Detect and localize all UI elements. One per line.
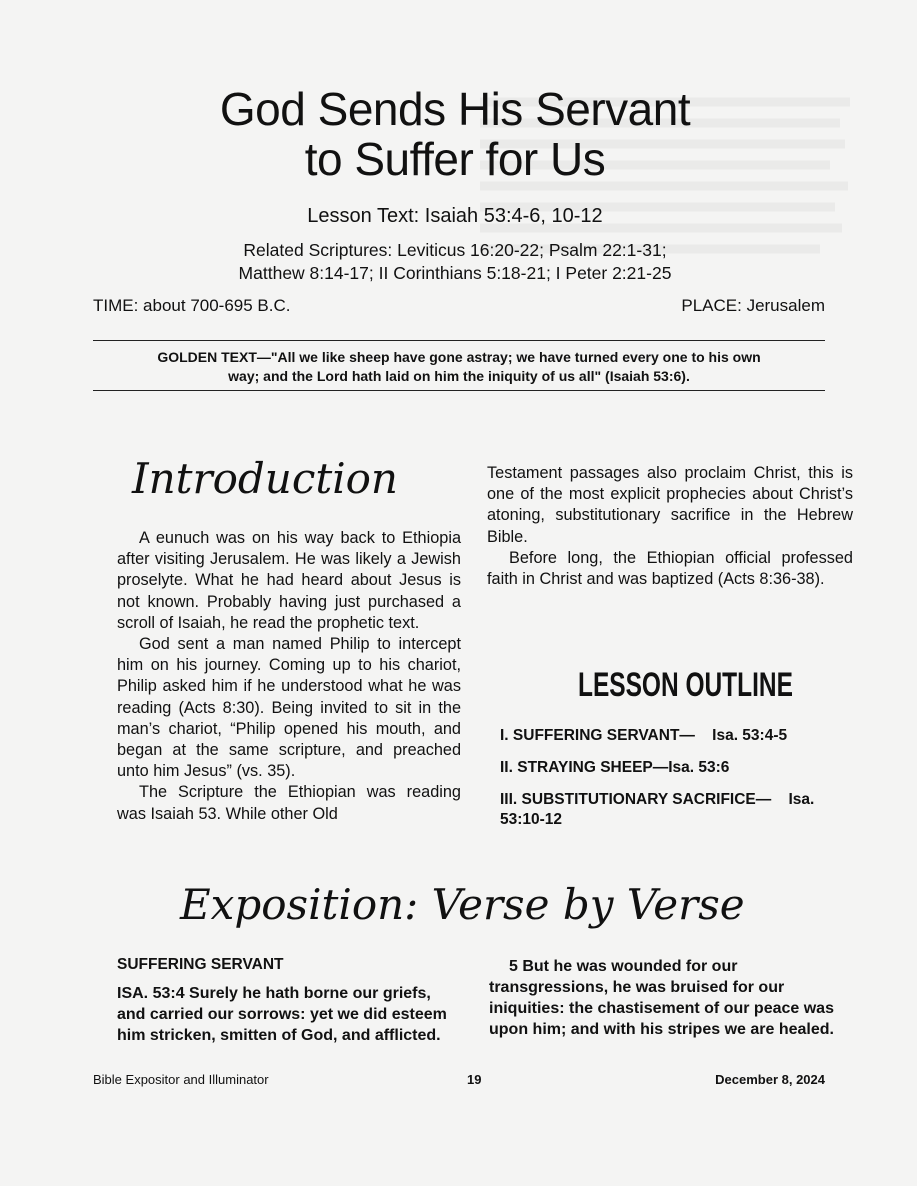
intro-continuation-1: Testament passages also proclaim Christ, this is one of the most explicit prophecies about Christ’s atoning, substitutionary sacrifice in the Hebrew Bible. (487, 464, 853, 546)
introduction-column-left (117, 528, 461, 825)
lesson-time: TIME: about 700-695 B.C. (93, 296, 291, 315)
verse-isa-53-4: ISA. 53:4 Surely he hath borne our griefs, and carried our sorrows: yet we did esteem him stricken, smitten of God, and afflicted. (117, 985, 447, 1044)
lesson-title (90, 84, 820, 184)
golden-text-line-2: way; and the Lord hath laid on him the iniquity of us all" (Isaiah 53:6). (228, 368, 690, 384)
section-heading-suffering-servant: SUFFERING SERVANT (117, 956, 284, 973)
title-line-1: God Sends His Servant (219, 83, 691, 135)
outline-item-3: III. SUBSTITUTIONARY SACRIFICE— Isa. 53:10-12 (500, 791, 815, 828)
golden-text-line-1: GOLDEN TEXT—"All we like sheep have gone astray; we have turned every one to his own (157, 349, 761, 365)
intro-paragraph-2: God sent a man named Philip to intercept him on his journey. Coming up to his chariot, Philip asked him if he understood what he was reading (Acts 8:30). Being invited to sit in the man’s chariot, “Philip opened his mouth, and began at the same scripture, and preached unto him Jesus” (vs. 35). (117, 635, 461, 781)
lesson-place: PLACE: Jerusalem (681, 296, 825, 315)
related-line-2: Matthew 8:14-17; II Corinthians 5:18-21; I Peter 2:21-25 (238, 263, 672, 283)
footer-page-number: 19 (467, 1072, 482, 1087)
related-line-1: Related Scriptures: Leviticus 16:20-22; Psalm 22:1-31; (243, 240, 667, 260)
golden-text-bottom-rule (93, 390, 825, 391)
intro-continuation-2: Before long, the Ethiopian official professed faith in Christ and was baptized (Acts 8:36-38). (487, 548, 853, 589)
introduction-heading: Introduction (132, 454, 398, 503)
outline-item-2: II. STRAYING SHEEP—Isa. 53:6 (500, 759, 730, 776)
exposition-heading: Exposition: Verse by Verse (180, 880, 745, 929)
golden-text-top-rule (93, 340, 825, 341)
intro-paragraph-3: The Scripture the Ethiopian was reading was Isaiah 53. While other Old (117, 783, 461, 823)
title-line-2: to Suffer for Us (304, 133, 606, 185)
introduction-column-right (487, 463, 853, 590)
verse-isa-53-5: 5 But he was wounded for our transgressions, he was bruised for our iniquities: the chastisement of our peace was upon him; and with his stripes we are healed. (489, 958, 834, 1038)
golden-text (93, 348, 825, 386)
related-scriptures (90, 239, 820, 285)
intro-paragraph-1: A eunuch was on his way back to Ethiopia after visiting Jerusalem. He was likely a Jewish proselyte. What he had heard about Jesus is not known. Probably having just purchased a scroll of Isaiah, he read the prophetic text. (117, 529, 461, 632)
footer-date: December 8, 2024 (715, 1072, 825, 1087)
lesson-text-reference: Lesson Text: Isaiah 53:4-6, 10-12 (307, 205, 603, 227)
lesson-outline-list (500, 726, 860, 842)
outline-item-1: I. SUFFERING SERVANT— Isa. 53:4-5 (500, 727, 788, 744)
footer-publication: Bible Expositor and Illuminator (93, 1072, 269, 1087)
lesson-outline-heading: LESSON OUTLINE (578, 666, 793, 704)
